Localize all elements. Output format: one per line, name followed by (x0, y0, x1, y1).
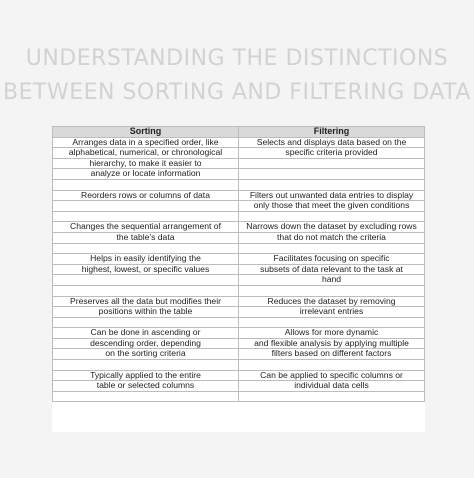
sorting-cell[interactable] (53, 285, 239, 296)
table-row (53, 243, 425, 254)
sorting-cell[interactable] (53, 275, 239, 286)
table-row (53, 158, 425, 169)
filtering-cell[interactable]: that do not match the criteria (239, 232, 425, 243)
header-row (53, 127, 425, 138)
table-row (53, 201, 425, 212)
filtering-cell[interactable] (239, 243, 425, 254)
table-row (53, 381, 425, 392)
filtering-cell[interactable] (239, 285, 425, 296)
table-row (53, 179, 425, 190)
filtering-cell[interactable]: individual data cells (239, 381, 425, 392)
filtering-cell[interactable]: subsets of data relevant to the task at (239, 264, 425, 275)
filtering-cell[interactable]: filters based on different factors (239, 349, 425, 360)
table-row (53, 285, 425, 296)
filtering-cell[interactable]: Reduces the dataset by removing (239, 296, 425, 307)
table-row (53, 349, 425, 360)
table-row (53, 264, 425, 275)
table-row (53, 254, 425, 265)
sorting-cell[interactable]: the table's data (53, 232, 239, 243)
table-row (53, 190, 425, 201)
table-row (53, 169, 425, 180)
table-row (53, 137, 425, 148)
sorting-cell[interactable]: descending order, depending (53, 338, 239, 349)
filtering-cell[interactable] (239, 158, 425, 169)
sorting-cell[interactable]: alphabetical, numerical, or chronological (53, 148, 239, 159)
filtering-cell[interactable]: Filters out unwanted data entries to display (239, 190, 425, 201)
table-row (53, 232, 425, 243)
table-row (53, 328, 425, 339)
sorting-cell[interactable]: Can be done in ascending or (53, 328, 239, 339)
header-sorting[interactable]: Sorting (53, 127, 239, 138)
filtering-cell[interactable] (239, 169, 425, 180)
sorting-cell[interactable]: Arranges data in a specified order, like (53, 137, 239, 148)
sorting-cell[interactable]: Helps in easily identifying the (53, 254, 239, 265)
sorting-cell[interactable] (53, 211, 239, 222)
filtering-cell[interactable]: Can be applied to specific columns or (239, 370, 425, 381)
sorting-cell[interactable] (53, 360, 239, 371)
table-row (53, 307, 425, 318)
title-line-1: UNDERSTANDING THE DISTINCTIONS (25, 46, 449, 71)
sorting-cell[interactable] (53, 179, 239, 190)
table-row (53, 275, 425, 286)
filtering-cell[interactable] (239, 360, 425, 371)
table-row (53, 296, 425, 307)
sorting-cell[interactable]: hierarchy, to make it easier to (53, 158, 239, 169)
filtering-cell[interactable] (239, 211, 425, 222)
table-row (53, 391, 425, 402)
filtering-cell[interactable] (239, 391, 425, 402)
filtering-cell[interactable]: hand (239, 275, 425, 286)
table-row (53, 222, 425, 233)
comparison-sheet (52, 126, 425, 432)
table-row (53, 211, 425, 222)
sorting-cell[interactable]: Typically applied to the entire (53, 370, 239, 381)
sorting-cell[interactable]: Reorders rows or columns of data (53, 190, 239, 201)
comparison-table (52, 126, 425, 402)
filtering-cell[interactable]: Selects and displays data based on the (239, 137, 425, 148)
filtering-cell[interactable] (239, 179, 425, 190)
table-body (53, 137, 425, 402)
sorting-cell[interactable] (53, 317, 239, 328)
sorting-cell[interactable]: Preserves all the data but modifies their (53, 296, 239, 307)
sorting-cell[interactable]: on the sorting criteria (53, 349, 239, 360)
sorting-cell[interactable]: analyze or locate information (53, 169, 239, 180)
filtering-cell[interactable]: and flexible analysis by applying multiple (239, 338, 425, 349)
title-line-2: BETWEEN SORTING AND FILTERING DATA (3, 80, 471, 105)
sorting-cell[interactable] (53, 391, 239, 402)
table-row (53, 148, 425, 159)
filtering-cell[interactable]: irrelevant entries (239, 307, 425, 318)
sorting-cell[interactable]: highest, lowest, or specific values (53, 264, 239, 275)
table-row (53, 360, 425, 371)
table-row (53, 370, 425, 381)
sorting-cell[interactable] (53, 243, 239, 254)
table-row (53, 338, 425, 349)
sorting-cell[interactable]: positions within the table (53, 307, 239, 318)
filtering-cell[interactable]: only those that meet the given conditions (239, 201, 425, 212)
sorting-cell[interactable]: Changes the sequential arrangement of (53, 222, 239, 233)
filtering-cell[interactable] (239, 317, 425, 328)
filtering-cell[interactable]: Allows for more dynamic (239, 328, 425, 339)
filtering-cell[interactable]: specific criteria provided (239, 148, 425, 159)
header-filtering[interactable]: Filtering (239, 127, 425, 138)
filtering-cell[interactable]: Narrows down the dataset by excluding rows (239, 222, 425, 233)
filtering-cell[interactable]: Facilitates focusing on specific (239, 254, 425, 265)
sorting-cell[interactable]: table or selected columns (53, 381, 239, 392)
table-row (53, 317, 425, 328)
page-title (0, 42, 474, 110)
sorting-cell[interactable] (53, 201, 239, 212)
